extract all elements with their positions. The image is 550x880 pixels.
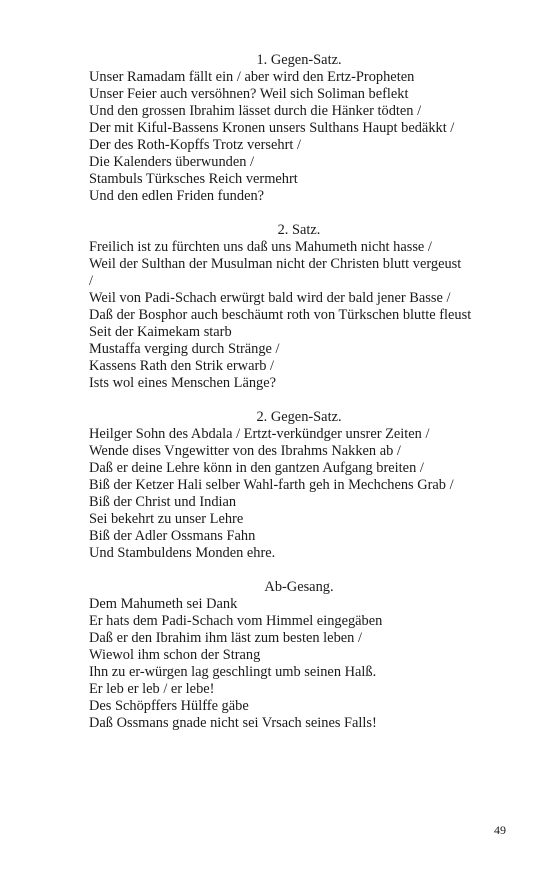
verse-line: Unser Ramadam fällt ein / aber wird den Ertz-Propheten [89,69,415,85]
verse-line: Daß er den Ibrahim ihm läst zum besten leben / [89,630,362,646]
verse-line: Stambuls Türksches Reich vermehrt [89,171,298,187]
verse-line: Und den grossen Ibrahim lässet durch die Hänker tödten / [89,103,422,119]
verse-line: / [89,273,93,289]
verse-line: Daß er deine Lehre könn in den gantzen Aufgang breiten / [89,460,424,476]
verse-line: Sei bekehrt zu unser Lehre [89,511,244,527]
verse-line: Er leb er leb / er lebe! [89,681,215,697]
stanza-heading: Ab-Gesang. [264,579,334,595]
stanza-2 [89,222,509,392]
verse-line: Und den edlen Friden funden? [89,188,265,204]
verse-line: Der mit Kiful-Bassens Kronen unsers Sulthans Haupt bedäkkt / [89,120,455,136]
verse-line: Daß Ossmans gnade nicht sei Vrsach seines Falls! [89,715,377,731]
verse-line: Wiewol ihm schon der Strang [89,647,261,663]
verse-line: Die Kalenders überwunden / [89,154,255,170]
verse-line: Freilich ist zu fürchten uns daß uns Mahumeth nicht hasse / [89,239,432,255]
verse-line: Er hats dem Padi-Schach vom Himmel eingegäben [89,613,383,629]
verse-line: Biß der Adler Ossmans Fahn [89,528,256,544]
verse-line: Biß der Christ und Indian [89,494,237,510]
verse-line: Seit der Kaimekam starb [89,324,232,340]
stanza-1 [89,52,509,205]
verse-line: Und Stambuldens Monden ehre. [89,545,276,561]
verse-line: Weil von Padi-Schach erwürgt bald wird der bald jener Basse / [89,290,451,306]
verse-line: Kassens Rath den Strik erwarb / [89,358,275,374]
verse-line: Mustaffa verging durch Stränge / [89,341,280,357]
poem-body [89,52,509,749]
verse-line: Biß der Ketzer Hali selber Wahl-farth geh in Mechchens Grab / [89,477,454,493]
verse-line: Des Schöpffers Hülffe gäbe [89,698,249,714]
verse-line: Dem Mahumeth sei Dank [89,596,238,612]
stanza-3 [89,409,509,562]
verse-line: Ihn zu er-würgen lag geschlingt umb seinen Halß. [89,664,377,680]
stanza-heading: 2. Satz. [277,222,321,238]
verse-line: Ists wol eines Menschen Länge? [89,375,277,391]
verse-line: Wende dises Vngewitter von des Ibrahms Nakken ab / [89,443,401,459]
stanza-heading: 2. Gegen-Satz. [256,409,342,425]
verse-line: Unser Feier auch versöhnen? Weil sich Soliman beflekt [89,86,409,102]
verse-line: Der des Roth-Kopffs Trotz versehrt / [89,137,301,153]
verse-line: Heilger Sohn des Abdala / Ertzt-verkündger unsrer Zeiten / [89,426,430,442]
stanza-heading: 1. Gegen-Satz. [256,52,342,68]
verse-line: Daß der Bosphor auch beschäumt roth von Türkschen blutte fleust [89,307,472,323]
stanza-4 [89,579,509,732]
page-number: 49 [494,823,506,837]
verse-line: Weil der Sulthan der Musulman nicht der Christen blutt vergeust [89,256,462,272]
